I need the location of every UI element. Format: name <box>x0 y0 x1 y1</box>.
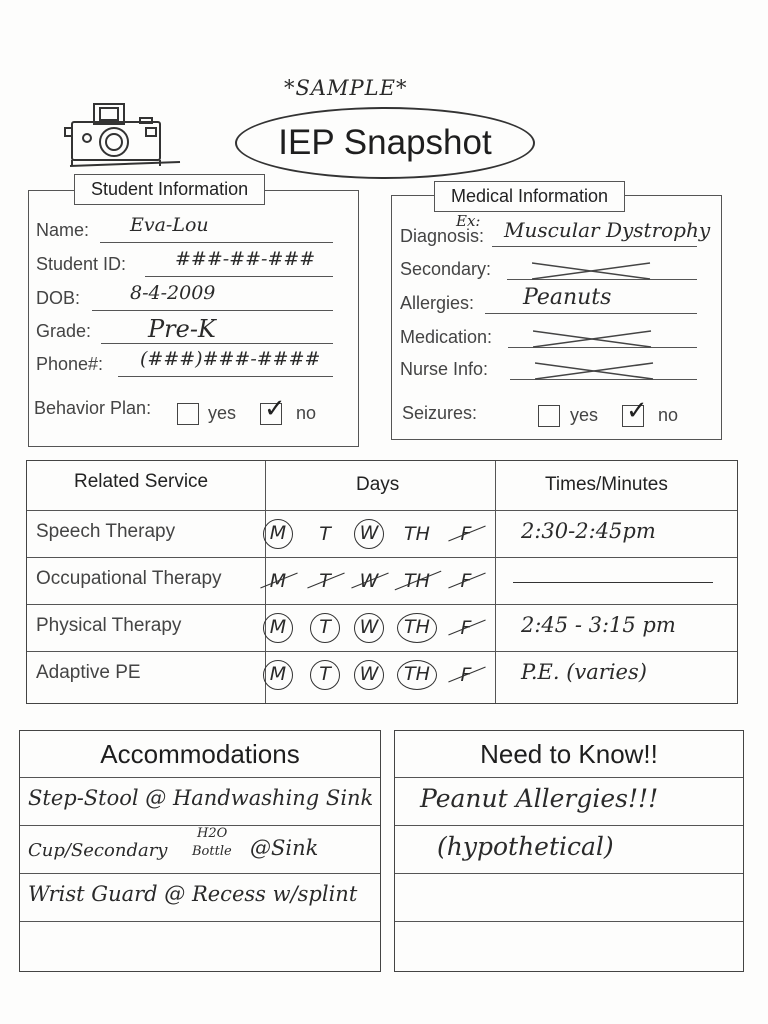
student-field-label: Phone#: <box>36 354 104 374</box>
student-field-label: DOB: <box>36 288 81 308</box>
seizures-no-checkbox[interactable] <box>622 396 648 427</box>
list-item <box>395 873 743 921</box>
day-mark[interactable]: T <box>319 523 331 545</box>
list-item <box>20 921 380 969</box>
accommodation-text: Wrist Guard @ Recess w/splint <box>28 882 358 906</box>
student-field-value[interactable]: Pre-K <box>148 315 216 343</box>
accommodation-text: Cup/Secondary <box>28 840 168 861</box>
sample-mark: *SAMPLE* <box>284 76 408 100</box>
service-name: Adaptive PE <box>36 662 141 683</box>
accommodation-text: @Sink <box>250 836 319 860</box>
service-time[interactable]: 2:30-2:45pm <box>521 519 656 543</box>
day-mark[interactable]: W <box>354 566 384 596</box>
related-services-table <box>26 460 738 704</box>
list-item <box>395 777 743 825</box>
need-to-know-text: Peanut Allergies!!! <box>420 784 659 813</box>
service-time[interactable]: P.E. (varies) <box>521 660 647 684</box>
behavior-plan-no-checkbox[interactable] <box>260 394 286 425</box>
field-underline <box>118 376 333 377</box>
accommodation-text: Step-Stool @ Handwashing Sink <box>28 786 374 810</box>
medical-field-label: Allergies: <box>400 293 475 313</box>
day-mark[interactable]: W <box>354 660 384 690</box>
accommodations-box <box>19 730 381 972</box>
behavior-plan-yes-label: yes <box>208 403 237 423</box>
medical-field-label: Nurse Info: <box>400 359 489 379</box>
service-name: Speech Therapy <box>36 521 176 542</box>
list-item <box>395 825 743 873</box>
student-info-heading: Student Information <box>74 174 265 205</box>
crossed-out-mark <box>532 259 652 283</box>
medical-field-label: Medication: <box>400 327 493 347</box>
student-field-value[interactable]: Eva-Lou <box>130 214 209 236</box>
day-mark[interactable]: T <box>310 613 340 643</box>
seizures-yes-label: yes <box>570 405 599 425</box>
table-row <box>27 557 737 604</box>
day-mark[interactable]: TH <box>397 566 437 596</box>
list-item <box>20 825 380 873</box>
camera-icon <box>62 100 186 173</box>
checkmark-icon: ✓ <box>626 396 648 426</box>
page-title: IEP Snapshot <box>278 123 492 162</box>
service-time[interactable]: 2:45 - 3:15 pm <box>521 613 676 637</box>
field-underline <box>145 276 333 277</box>
day-mark[interactable]: F <box>451 613 481 643</box>
day-mark[interactable]: T <box>310 566 340 596</box>
seizures-label: Seizures: <box>402 403 478 423</box>
medical-field-value[interactable]: Muscular Dystrophy <box>504 218 711 242</box>
student-field-value[interactable]: 8-4-2009 <box>130 282 216 304</box>
checkmark-icon: ✓ <box>264 394 286 424</box>
accommodation-note: Bottle <box>192 844 232 859</box>
day-mark[interactable]: M <box>263 566 293 596</box>
day-mark[interactable]: M <box>263 660 293 690</box>
need-to-know-heading: Need to Know!! <box>480 738 658 769</box>
service-name: Occupational Therapy <box>36 568 222 589</box>
table-row <box>27 651 737 698</box>
need-to-know-box <box>394 730 744 972</box>
seizures-yes-checkbox[interactable] <box>538 405 560 427</box>
student-field-value[interactable]: ###-##-### <box>175 248 316 270</box>
day-mark[interactable]: T <box>310 660 340 690</box>
crossed-out-mark <box>535 359 655 383</box>
field-underline <box>485 313 697 314</box>
table-row <box>27 604 737 651</box>
field-underline <box>492 246 697 247</box>
medical-field-value[interactable]: Peanuts <box>523 285 612 310</box>
medical-field-label: Diagnosis: <box>400 226 485 246</box>
student-field-label: Name: <box>36 220 90 240</box>
list-item <box>20 873 380 921</box>
medical-info-heading: Medical Information <box>434 181 625 212</box>
behavior-plan-yes-checkbox[interactable] <box>177 403 199 425</box>
header-days: Days <box>356 474 400 495</box>
day-mark[interactable]: W <box>354 613 384 643</box>
student-field-label: Grade: <box>36 321 92 341</box>
day-mark[interactable]: M <box>263 519 293 549</box>
field-underline <box>100 242 333 243</box>
accommodations-heading: Accommodations <box>100 738 300 769</box>
list-item <box>395 921 743 969</box>
accommodation-note: H2O <box>197 826 228 841</box>
blank-time-line <box>513 582 713 583</box>
day-mark[interactable]: TH <box>404 523 430 545</box>
day-mark[interactable]: F <box>451 566 481 596</box>
day-mark[interactable]: F <box>451 519 481 549</box>
header-times: Times/Minutes <box>545 474 668 495</box>
header-related-service: Related Service <box>74 471 209 492</box>
behavior-plan-label: Behavior Plan: <box>34 398 152 418</box>
crossed-out-mark <box>533 327 653 351</box>
title-oval <box>235 107 535 179</box>
service-name: Physical Therapy <box>36 615 182 636</box>
day-mark[interactable]: TH <box>397 660 437 690</box>
day-mark[interactable]: W <box>354 519 384 549</box>
day-mark[interactable]: TH <box>397 613 437 643</box>
student-field-label: Student ID: <box>36 254 127 274</box>
behavior-plan-no-label: no <box>296 403 317 423</box>
table-row <box>27 510 737 557</box>
medical-field-label: Secondary: <box>400 259 492 279</box>
ex-note: Ex: <box>456 212 481 230</box>
day-mark[interactable]: F <box>451 660 481 690</box>
field-underline <box>92 310 333 311</box>
list-item <box>20 777 380 825</box>
seizures-no-label: no <box>658 405 679 425</box>
need-to-know-text: (hypothetical) <box>437 832 614 861</box>
day-mark[interactable]: M <box>263 613 293 643</box>
student-field-value[interactable]: (###)###-#### <box>140 348 321 370</box>
field-underline <box>101 343 333 344</box>
